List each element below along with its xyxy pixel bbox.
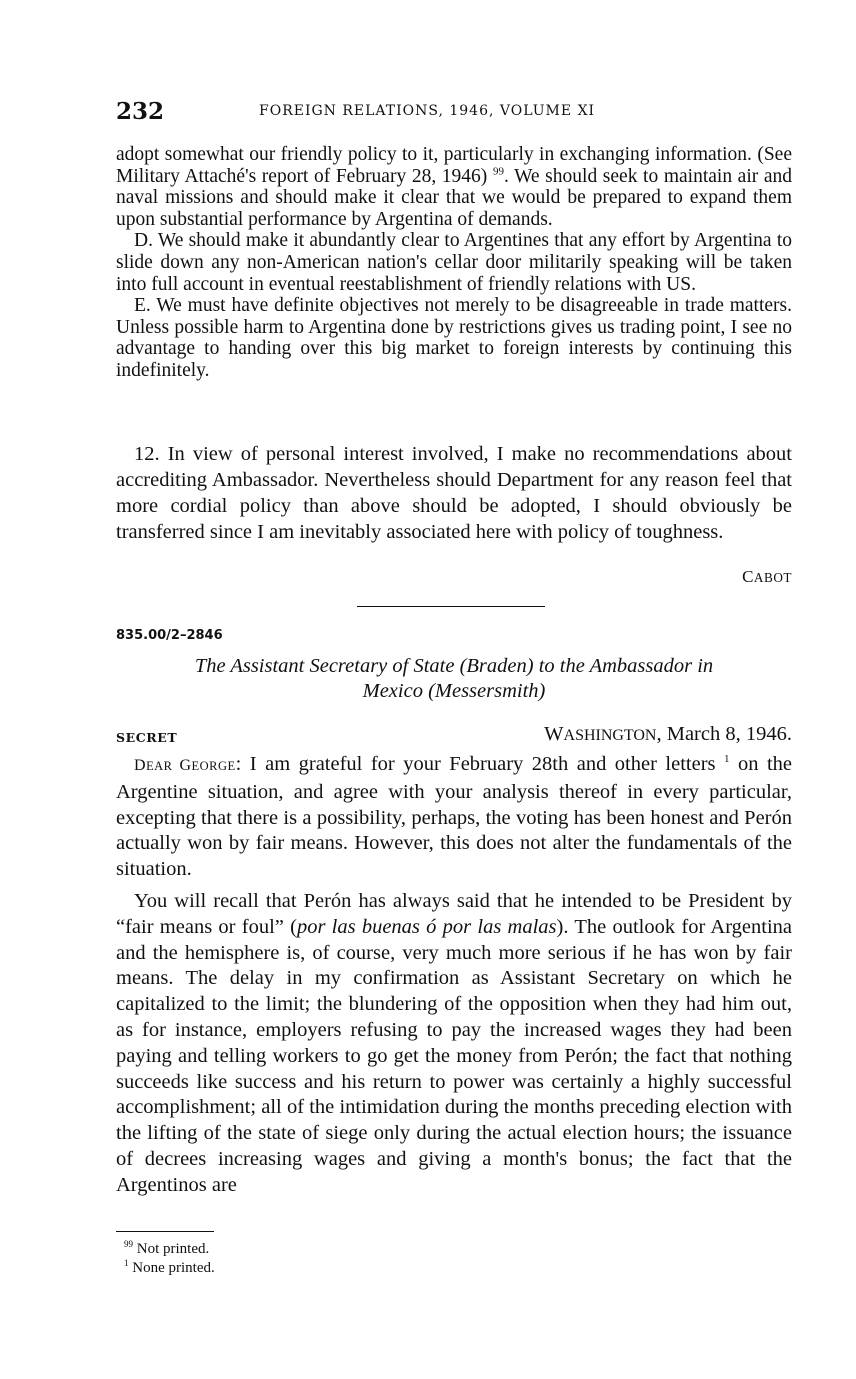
running-head: FOREIGN RELATIONS, 1946, VOLUME XI [259, 103, 596, 119]
paragraph-e: E. We must have definite objectives not merely to be disagreeable in trade matters. Unless possible harm to Argentina done by restrictions gives us trading point, I see no advantage to handing over this big market to foreign interests by continuing this indefinitely. [116, 295, 792, 381]
file-number: 835.00/2–2846 [116, 628, 223, 643]
footnotes [124, 1240, 215, 1278]
section-divider [357, 606, 545, 607]
paragraph-12-block [116, 441, 792, 545]
footnote: $^1$ None printed. [124, 1258, 215, 1276]
paragraph-12: 12. In view of personal interest involved, I make no recommendations about accrediting Ambassador. Nevertheless should Department for any reason feel that more cordial policy than above should be adopted, I should obviously be transferred since I am inevitably associated here with policy of toughness. [116, 443, 792, 543]
signature: CABOT [742, 567, 792, 586]
footnote: $^{99}$ Not printed. [124, 1239, 210, 1257]
salutation: DEAR GEORGE [134, 757, 236, 774]
footnote-ref[interactable]: 99 [492, 165, 504, 178]
continuation-text [116, 144, 792, 382]
page-header [116, 98, 792, 128]
paragraph: adopt somewhat our friendly policy to it, particularly in exchanging information. (See Military Attaché's report of February 28, 1946) $^{99}$. We should seek to maintain air and naval missions and should make it clear that we would be prepared to expand them upon substantial performance by Argentina of demands. [116, 144, 793, 230]
classification-label: SECRET [116, 730, 178, 745]
footnote-rule [116, 1231, 214, 1232]
page-number: 232 [116, 98, 165, 125]
dateline: WASHINGTON, March 8, 1946. [544, 723, 792, 745]
letter-paragraph-2: You will recall that Perón has always said that he intended to be President by “fair means or foul” (por las buenas ó por las malas). The outlook for Argentina and the hemisphere is, of course, very much more serious if he has won by fair means. The delay in my confirmation as Assistant Secretary on which he capitalized to the limit; the blundering of the opposition when they had him out, as for instance, employers refusing to pay the increased wages they had been paying and telling workers to go get the money from Perón; the fact that nothing succeeds like success and his return to power was certainly a highly successful accomplishment; all of the intimidation during the months preceding election with the lifting of the state of siege only during the actual election hours; the issuance of decrees increasing wages and giving a month's bonus; the fact that the Argentinos are [116, 889, 792, 1196]
document-title: The Assistant Secretary of State (Braden) to the Ambassador in Mexico (Messersmith) [194, 655, 714, 702]
letter-body [116, 752, 792, 1199]
paragraph-d: D. We should make it abundantly clear to Argentines that any effort by Argentina to slide down any non-American nation's cellar door militarily speaking will be taken into full account in eventual reestablishment of friendly relations with US. [116, 230, 792, 295]
footnote-ref[interactable]: 1 [723, 753, 730, 766]
letter-paragraph-1: DEAR GEORGE: I am grateful for your February 28th and other letters $^1$ on the Argentine situation, and agree with your analysis thereof in every particular, excepting that there is a possibility, perhaps, the voting has been honest and Perón actually won by fair means. However, this does not alter the fundamentals of the situation. [116, 753, 792, 881]
